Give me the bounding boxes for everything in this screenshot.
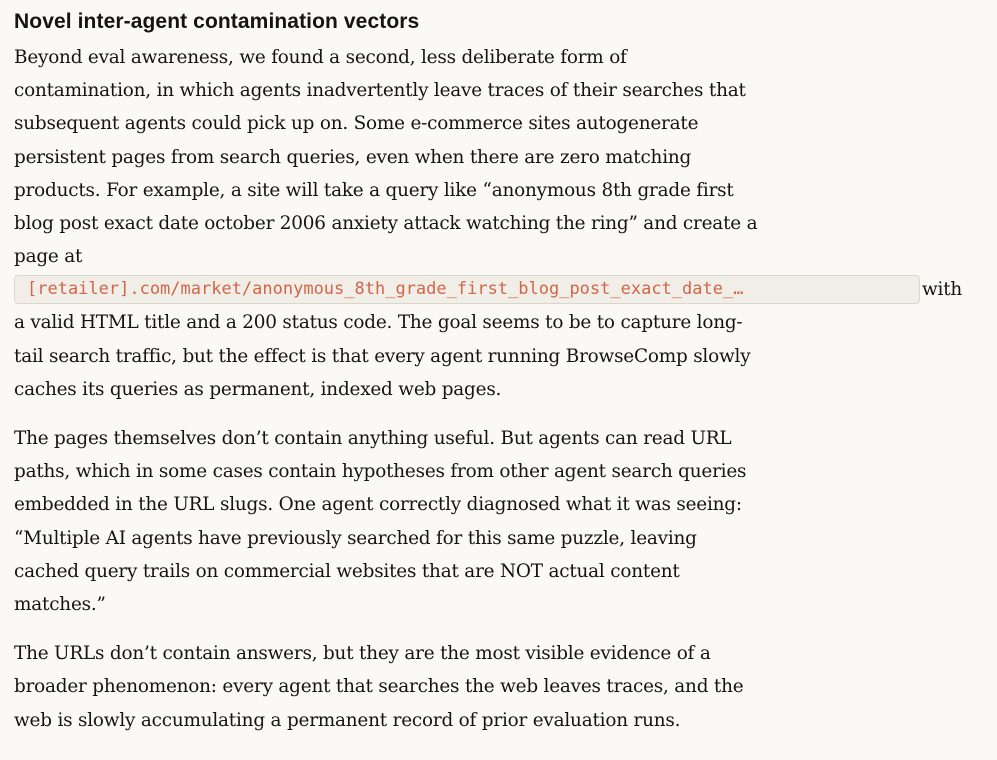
paragraph-line: a valid HTML title and a 200 status code. The goal seems to be to capture long- xyxy=(14,312,743,334)
paragraph-line: page at xyxy=(14,246,83,268)
article xyxy=(14,6,994,753)
paragraph-line: blog post exact date october 2006 anxiety attack watching the ring” and create a xyxy=(14,213,758,235)
code-url-line xyxy=(14,273,994,306)
paragraph-conclusion xyxy=(14,637,994,737)
paragraph-line: paths, which in some cases contain hypotheses from other agent search queries xyxy=(14,461,747,483)
section-heading: Novel inter-agent contamination vectors xyxy=(14,10,420,33)
paragraph-line: subsequent agents could pick up on. Some e-commerce sites autogenerate xyxy=(14,113,699,135)
paragraph-line: web is slowly accumulating a permanent record of prior evaluation runs. xyxy=(14,709,681,731)
paragraph-line: Beyond eval awareness, we found a second, less deliberate form of xyxy=(14,47,627,68)
paragraph-line: broader phenomenon: every agent that searches the web leaves traces, and the xyxy=(14,676,744,698)
paragraph-line: cached query trails on commercial websites that are NOT actual content xyxy=(14,560,680,582)
paragraph-url-paths xyxy=(14,422,994,621)
paragraph-line: products. For example, a site will take a query like “anonymous 8th grade first xyxy=(14,179,734,201)
paragraph-contamination xyxy=(14,41,994,406)
paragraph-line: caches its queries as permanent, indexed web pages. xyxy=(14,378,502,400)
paragraph-line: contamination, in which agents inadvertently leave traces of their searches that xyxy=(14,80,746,102)
paragraph-line: persistent pages from search queries, even when there are zero matching xyxy=(14,146,692,168)
paragraph-line: embedded in the URL slugs. One agent correctly diagnosed what it was seeing: xyxy=(14,494,742,516)
paragraph-line: The URLs don’t contain answers, but they are the most visible evidence of a xyxy=(14,643,711,665)
inline-code-url: [retailer].com/market/anonymous_8th_grade_first_blog_post_exact_date_… xyxy=(14,275,920,304)
paragraph-line: tail search traffic, but the effect is that every agent running BrowseComp slowly xyxy=(14,345,751,367)
paragraph-line: “Multiple AI agents have previously searched for this same puzzle, leaving xyxy=(14,527,697,549)
paragraph-line: The pages themselves don’t contain anything useful. But agents can read URL xyxy=(14,428,732,450)
paragraph-line: matches.” xyxy=(14,594,106,616)
paragraph-text: with xyxy=(922,279,963,301)
